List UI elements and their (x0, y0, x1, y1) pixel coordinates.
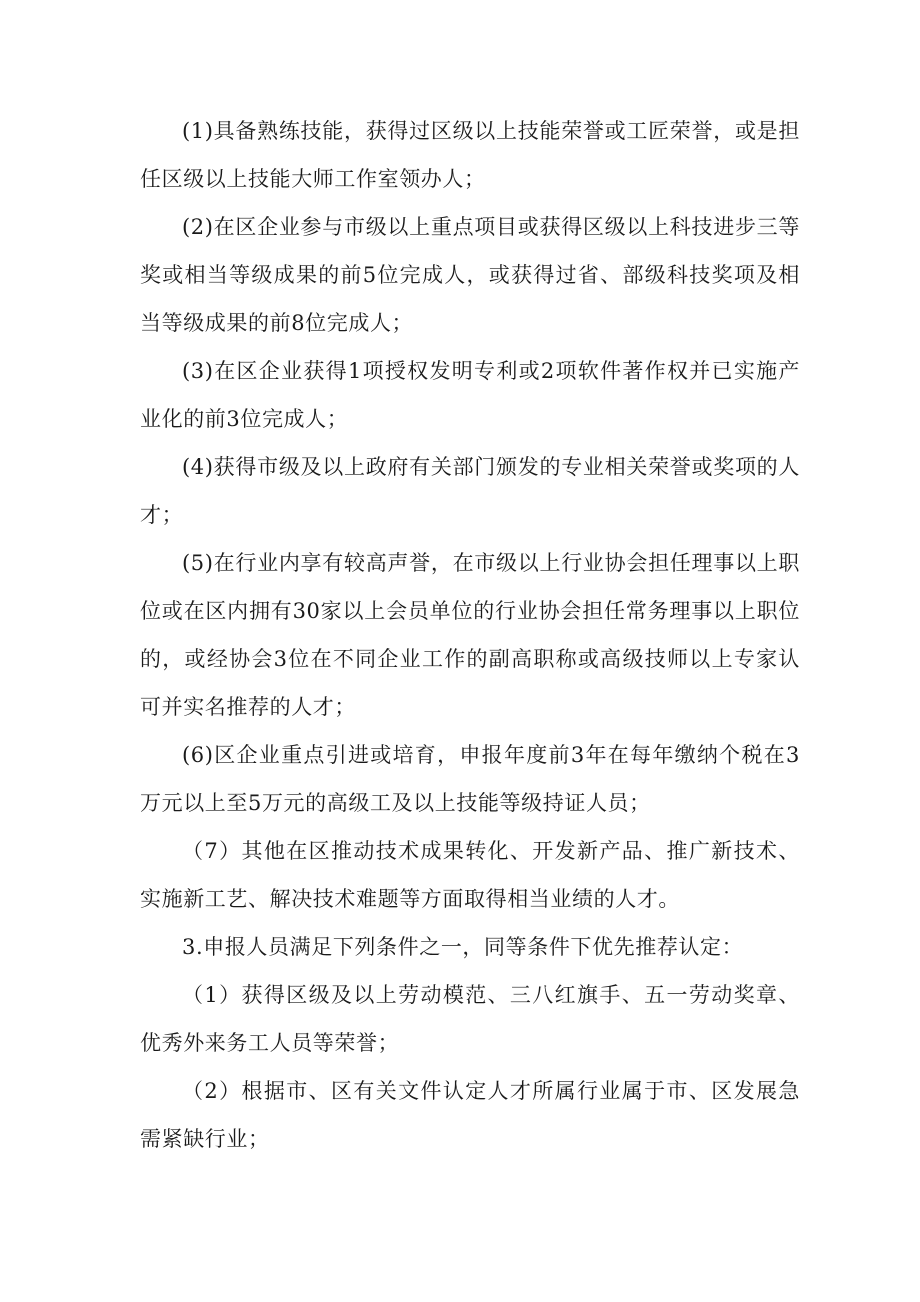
paragraph-criterion-3: (3)在区企业获得1项授权发明专利或2项软件著作权并已实施产业化的前3位完成人； (140, 359, 800, 431)
section-heading-3: 3.申报人员满足下列条件之一，同等条件下优先推荐认定： (182, 935, 744, 959)
paragraph-criterion-7: （7）其他在区推动技术成果转化、开发新产品、推广新技术、实施新工艺、解决技术难题等方面取得相当业绩的人才。 (140, 839, 800, 911)
paragraph-priority-1: （1）获得区级及以上劳动模范、三八红旗手、五一劳动奖章、优秀外来务工人员等荣誉； (140, 983, 800, 1055)
paragraph-criterion-4: (4)获得市级及以上政府有关部门颁发的专业相关荣誉或奖项的人才； (140, 455, 800, 527)
paragraph-criterion-6: (6)区企业重点引进或培育，申报年度前3年在每年缴纳个税在3万元以上至5万元的高级工及以上技能等级持证人员； (140, 743, 800, 815)
paragraph-criterion-1: (1)具备熟练技能，获得过区级以上技能荣誉或工匠荣誉，或是担任区级以上技能大师工作室领办人； (140, 119, 800, 191)
paragraph-priority-2: （2）根据市、区有关文件认定人才所属行业属于市、区发展急需紧缺行业； (140, 1079, 800, 1151)
paragraph-criterion-5: (5)在行业内享有较高声誉，在市级以上行业协会担任理事以上职位或在区内拥有30家以上会员单位的行业协会担任常务理事以上职位的，或经协会3位在不同企业工作的副高职称或高级技师以上专家认可并实名推荐的人才； (140, 551, 800, 719)
paragraph-criterion-2: (2)在区企业参与市级以上重点项目或获得区级以上科技进步三等奖或相当等级成果的前5位完成人，或获得过省、部级科技奖项及相当等级成果的前8位完成人； (140, 215, 800, 335)
